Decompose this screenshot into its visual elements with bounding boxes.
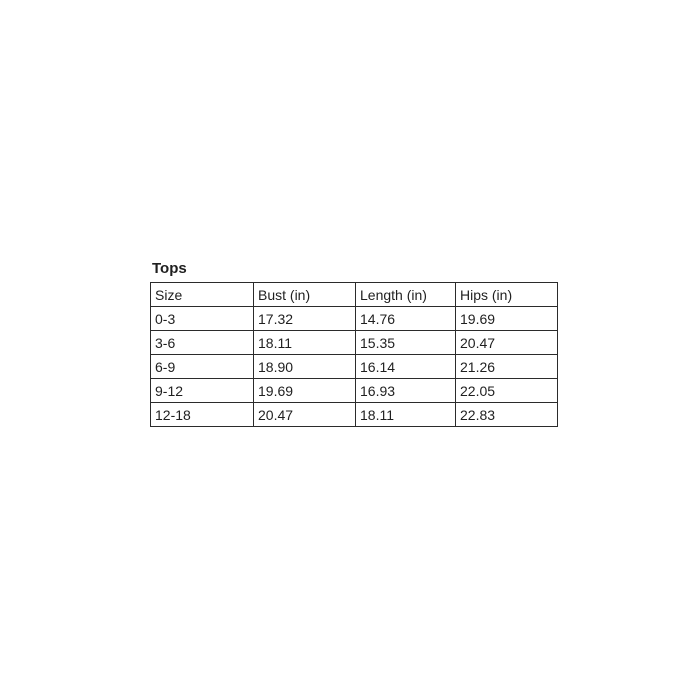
size-chart-table bbox=[150, 282, 558, 427]
measurement-cell: 16.93 bbox=[356, 379, 456, 403]
measurement-cell: 14.76 bbox=[356, 307, 456, 331]
size-cell: 3-6 bbox=[151, 331, 254, 355]
measurement-cell: 17.32 bbox=[254, 307, 356, 331]
size-chart-block bbox=[150, 261, 558, 427]
table-header-row bbox=[151, 283, 558, 307]
table-row bbox=[151, 355, 558, 379]
size-cell: 0-3 bbox=[151, 307, 254, 331]
measurement-cell: 20.47 bbox=[456, 331, 558, 355]
column-header: Hips (in) bbox=[456, 283, 558, 307]
table-row bbox=[151, 331, 558, 355]
measurement-cell: 22.83 bbox=[456, 403, 558, 427]
measurement-cell: 18.90 bbox=[254, 355, 356, 379]
table-row bbox=[151, 403, 558, 427]
measurement-cell: 19.69 bbox=[254, 379, 356, 403]
table-head bbox=[151, 283, 558, 307]
column-header: Size bbox=[151, 283, 254, 307]
size-cell: 12-18 bbox=[151, 403, 254, 427]
size-cell: 9-12 bbox=[151, 379, 254, 403]
size-cell: 6-9 bbox=[151, 355, 254, 379]
column-header: Bust (in) bbox=[254, 283, 356, 307]
measurement-cell: 18.11 bbox=[356, 403, 456, 427]
table-body bbox=[151, 307, 558, 427]
measurement-cell: 21.26 bbox=[456, 355, 558, 379]
size-chart-title: Tops bbox=[152, 260, 187, 277]
measurement-cell: 16.14 bbox=[356, 355, 456, 379]
measurement-cell: 19.69 bbox=[456, 307, 558, 331]
measurement-cell: 18.11 bbox=[254, 331, 356, 355]
table-row bbox=[151, 379, 558, 403]
measurement-cell: 15.35 bbox=[356, 331, 456, 355]
measurement-cell: 20.47 bbox=[254, 403, 356, 427]
column-header: Length (in) bbox=[356, 283, 456, 307]
measurement-cell: 22.05 bbox=[456, 379, 558, 403]
table-row bbox=[151, 307, 558, 331]
